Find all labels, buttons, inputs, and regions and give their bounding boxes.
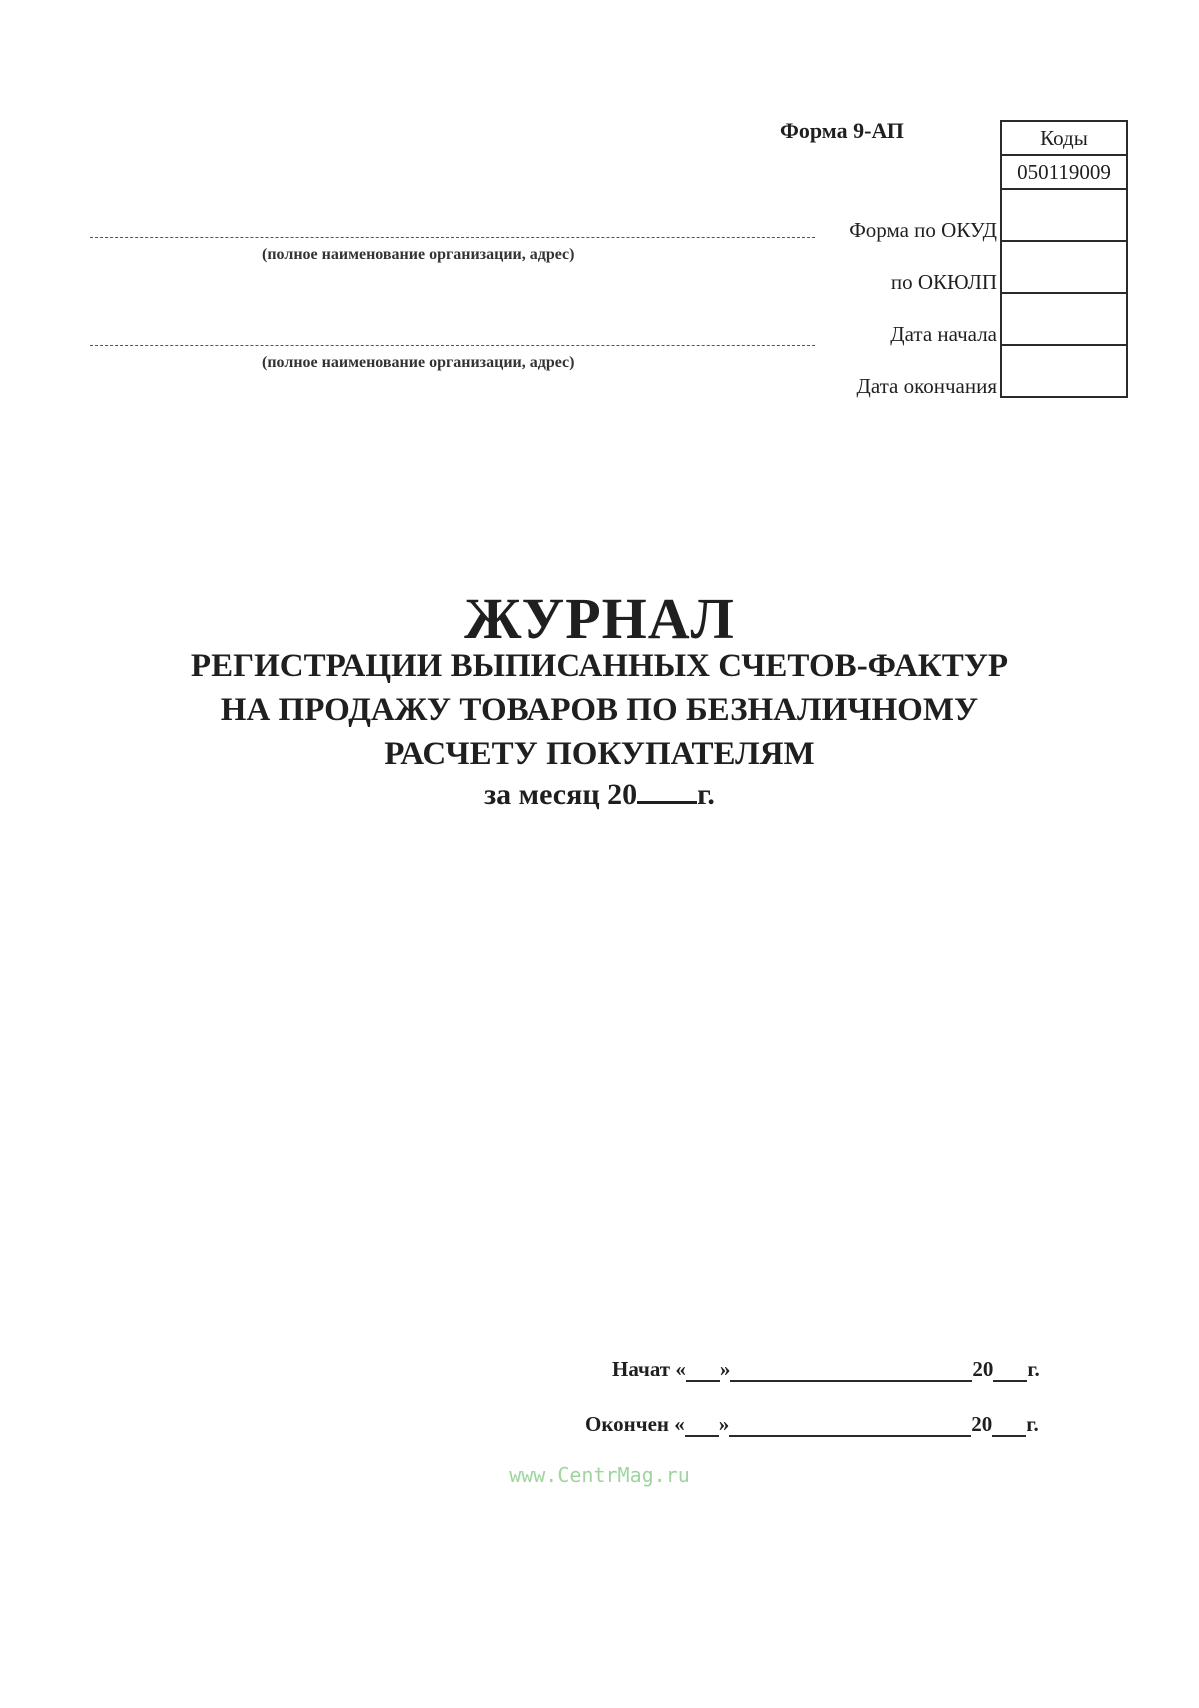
ended-year-prefix: 20 [971,1412,993,1436]
org-name-hint-2: (полное наименование организации, адрес) [262,354,575,371]
journal-subtitle-line-3: РАСЧЕТУ ПОКУПАТЕЛЯМ [384,736,815,772]
started-month-blank[interactable] [730,1360,972,1382]
code-cell-okud[interactable] [1001,189,1127,241]
started-day-blank[interactable] [686,1360,720,1382]
started-year-blank[interactable] [993,1360,1027,1382]
ended-label: Окончен « [585,1412,685,1436]
label-okud: Форма по ОКУД [849,218,997,242]
ended-year-blank[interactable] [992,1415,1026,1437]
code-cell-start-date[interactable] [1001,293,1127,345]
started-quote-close: » [719,1357,731,1381]
period-suffix: г. [697,778,715,811]
org-name-line-1[interactable] [90,237,815,238]
started-label: Начат « [612,1357,686,1381]
form-number-label: Форма 9-АП [780,118,904,143]
org-name-hint-1: (полное наименование организации, адрес) [262,246,575,263]
codes-header: Коды [1001,121,1127,155]
ended-day-blank[interactable] [685,1415,719,1437]
ended-date-row [585,1412,1039,1437]
codes-form-value: 050119009 [1001,155,1127,189]
label-start-date: Дата начала [890,322,997,346]
code-cell-end-date[interactable] [1001,345,1127,397]
journal-title: ЖУРНАЛ [464,586,735,651]
started-year-prefix: 20 [972,1357,994,1381]
started-year-suffix: г. [1027,1357,1040,1381]
period-prefix: за месяц 20 [484,778,638,811]
label-end-date: Дата окончания [856,374,997,398]
codes-table [1000,120,1128,398]
ended-month-blank[interactable] [729,1415,971,1437]
journal-subtitle-line-2: НА ПРОДАЖУ ТОВАРОВ ПО БЕЗНАЛИЧНОМУ [220,692,979,728]
journal-subtitle-line-1: РЕГИСТРАЦИИ ВЫПИСАННЫХ СЧЕТОВ-ФАКТУР [190,648,1009,684]
ended-quote-close: » [718,1412,730,1436]
ended-year-suffix: г. [1026,1412,1039,1436]
period-year-blank[interactable] [637,775,697,804]
label-okulp: по ОКЮЛП [890,270,997,294]
code-cell-okulp[interactable] [1001,241,1127,293]
org-name-line-2[interactable] [90,345,815,346]
started-date-row [612,1357,1040,1382]
journal-period [0,775,1199,812]
watermark-text: www.CentrMag.ru [509,1463,690,1487]
